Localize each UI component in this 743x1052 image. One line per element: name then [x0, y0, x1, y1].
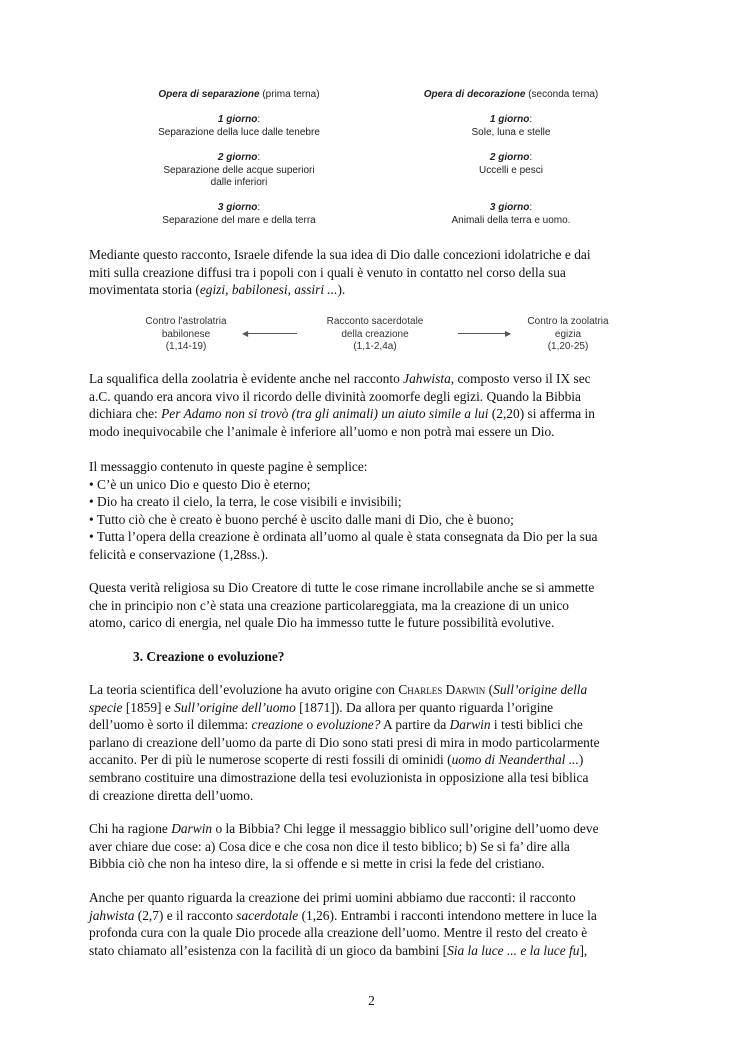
list-item: • Tutta l’opera della creazione è ordinata all’uomo al quale è stata consegnata da Dio per la sua	[89, 529, 598, 545]
list-item: • Tutto ciò che è creato è buono perché è uscito dalle mani di Dio, che è buono;	[89, 511, 514, 527]
separation-day-3: 3 giorno: Separazione del mare e della terra	[162, 202, 316, 226]
paragraph-two-accounts: Anche per quanto riguarda la creazione dei primi uomini abbiamo due racconti: il racconto jahwista (2,7) e il racconto sacerdotale (1,26). Entrambi i racconti intendono mettere in luce la profonda cura con la quale Dio procede alla creazione dell’uomo. Mentre il resto del creato è stato chiamato all’esistenza con la facilità di un gioco da bambini [Sia la luce ... e la luce fu],	[89, 890, 597, 958]
separation-header: Opera di separazione (prima terna)	[158, 89, 320, 100]
decoration-column	[396, 89, 626, 240]
arrow-left-icon: ◀	[242, 329, 249, 338]
separation-column	[124, 89, 354, 240]
decoration-day-1: 1 giorno: Sole, luna e stelle	[471, 114, 551, 138]
list-item: • C’è un unico Dio e questo Dio è eterno;	[89, 476, 311, 492]
decoration-day-2: 2 giorno: Uccelli e pesci	[479, 152, 543, 176]
separation-day-1: 1 giorno: Separazione della luce dalle tenebre	[158, 114, 320, 138]
paragraph-zoolatry: La squalifica della zoolatria è evidente anche nel racconto Jahwista, composto verso il IX sec a.C. quando era ancora vivo il ricordo delle divinità zoomorfe degli egizi. Quando la Bibbia dichiara che: Per Adamo non si trovò (tra gli animali) un aiuto simile a lui (2,20) si afferma in modo inequivocabile che l’animale è inferiore all’uomo e non potrà mai essere un Dio.	[89, 371, 595, 439]
paragraph-message: Il messaggio contenuto in queste pagine è semplice: • C’è un unico Dio e questo Dio è eterno; • Dio ha creato il cielo, la terra, le cose visibili e invisibili; • Tutto ciò che è creato è buono perché è uscito dalle mani di Dio, che è buono; • Tutta l’opera della creazione è ordinata all’uomo al quale è stata consegnata da Dio per la sua felicità e conservazione (1,28ss.).	[89, 458, 657, 564]
section-heading: 3. Creazione o evoluzione?	[133, 649, 285, 664]
diagram-astrolatry: Contro l’astrolatria babilonese (1,14-19)	[145, 316, 227, 353]
list-item: • Dio ha creato il cielo, la terra, le cose visibili e invisibili;	[89, 494, 402, 510]
decoration-header: Opera di decorazione (seconda terna)	[423, 89, 599, 100]
decoration-day-3: 3 giorno: Animali della terra e uomo.	[451, 202, 571, 226]
paragraph-truth: Questa verità religiosa su Dio Creatore di tutte le cose rimane incrollabile anche se si ammette che in principio non c’è stata una creazione particolareggiata, ma la creazione di un unico atomo, carico di energia, nel quale Dio ha immesso tutte le future possibilità evolutive.	[89, 580, 595, 631]
diagram-priestly-account: Racconto sacerdotale della creazione (1,1-2,4a)	[326, 316, 424, 353]
separation-day-2: 2 giorno: Separazione delle acque superiori dalle inferiori	[163, 152, 315, 189]
page-number: 2	[368, 993, 375, 1008]
paragraph-who-is-right: Chi ha ragione Darwin o la Bibbia? Chi legge il messaggio biblico sull’origine dell’uomo deve aver chiare due cose: a) Cosa dice e che cosa non dice il testo biblico; b) Se si fa’ dire alla Bibbia ciò che non ha inteso dire, la si offende e si mette in crisi la fede del cristiano.	[89, 821, 599, 872]
paragraph-darwin: La teoria scientifica dell’evoluzione ha avuto origine con Charles Darwin (Sull’origine della specie [1859] e Sull’origine dell’uomo [1871]). Da allora per quanto riguarda l’origine dell’uomo è sorto il dilemma: creazione o evoluzione? A partire da Darwin i testi biblici che parlano di creazione dell’uomo da parte di Dio sono stati presi di mira in modo particolarmente accanito. Per di più le numerose scoperte di resti fossili di ominidi (uomo di Neanderthal ...) sembrano costituire una dimostrazione della tesi evoluzionista in opposizione alla tesi biblica di creazione diretta dell’uomo.	[89, 682, 600, 803]
arrow-right-icon: ▶	[505, 329, 512, 338]
diagram-zoolatry: Contro la zoolatria egizia (1,20-25)	[527, 316, 609, 353]
arrow-right-line	[458, 333, 510, 334]
arrow-left-line	[245, 333, 297, 334]
paragraph-israel: Mediante questo racconto, Israele difende la sua idea di Dio dalle concezioni idolatriche e dai miti sulla creazione diffusi tra i popoli con i quali è venuto in contatto nel corso della sua movimentata storia (egizi, babilonesi, assiri ...).	[89, 247, 591, 298]
